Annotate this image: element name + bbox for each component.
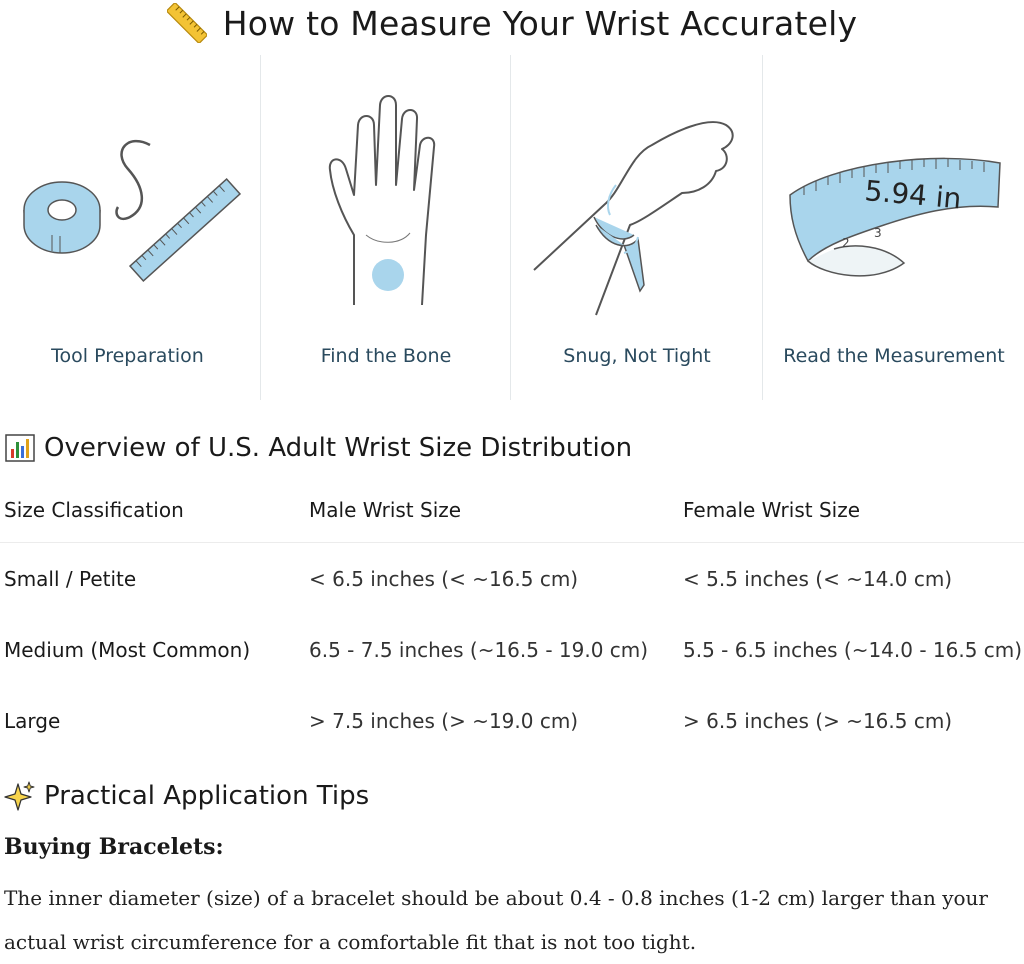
tape-reading-value: 5.94 in — [863, 174, 963, 216]
male-size-cell: > 7.5 inches (> ~19.0 cm) — [309, 708, 579, 733]
tape-reading-icon — [764, 85, 1024, 345]
page-title: How to Measure Your Wrist Accurately — [222, 3, 858, 43]
page-header — [0, 0, 1024, 46]
size-cell: Medium (Most Common) — [4, 637, 251, 662]
step-divider — [762, 55, 763, 400]
female-size-cell: < 5.5 inches (< ~14.0 cm) — [683, 566, 953, 591]
table-row — [0, 614, 1024, 685]
buying-bracelets-heading: Buying Bracelets: — [4, 834, 224, 860]
size-cell: Small / Petite — [4, 566, 137, 591]
column-header: Female Wrist Size — [679, 478, 1024, 543]
step-divider — [510, 55, 511, 400]
male-size-cell: 6.5 - 7.5 inches (~16.5 - 19.0 cm) — [309, 637, 649, 662]
hand-icon — [262, 85, 510, 345]
ruler-icon — [167, 3, 207, 43]
table-row — [0, 685, 1024, 756]
table-header-row — [0, 478, 1024, 543]
buying-bracelets-text: The inner diameter (size) of a bracelet should be about 0.4 - 0.8 inches (1-2 cm) larger than your actual wrist circumference for a comfortable fit that is not too tight. — [4, 886, 988, 954]
wrist-size-table — [0, 478, 1024, 756]
sparkle-icon — [4, 780, 36, 812]
step-tool-preparation — [0, 55, 255, 400]
section-title: Overview of U.S. Adult Wrist Size Distribution — [44, 433, 633, 463]
tips-heading — [4, 776, 369, 816]
wrist-tape-icon — [512, 85, 762, 345]
step-caption: Read the Measurement — [783, 345, 1005, 367]
tools-icon — [0, 85, 255, 345]
overview-heading — [4, 428, 632, 468]
female-size-cell: > 6.5 inches (> ~16.5 cm) — [683, 708, 953, 733]
table-row — [0, 543, 1024, 615]
section-title: Practical Application Tips — [44, 781, 370, 811]
step-divider — [260, 55, 261, 400]
measurement-steps — [0, 55, 1024, 400]
column-header: Size Classification — [0, 478, 305, 543]
tape-tick-label: 3 — [874, 226, 882, 240]
step-caption: Tool Preparation — [51, 345, 204, 367]
step-find-the-bone — [262, 55, 510, 400]
female-size-cell: 5.5 - 6.5 inches (~14.0 - 16.5 cm) — [683, 637, 1023, 662]
male-size-cell: < 6.5 inches (< ~16.5 cm) — [309, 566, 579, 591]
bar-chart-icon — [4, 432, 36, 464]
size-cell: Large — [4, 708, 61, 733]
step-caption: Snug, Not Tight — [563, 345, 711, 367]
column-header: Male Wrist Size — [305, 478, 679, 543]
step-read-the-measurement — [764, 55, 1024, 400]
step-snug-not-tight — [512, 55, 762, 400]
step-caption: Find the Bone — [320, 345, 452, 367]
tape-tick-label: 2 — [842, 236, 850, 250]
